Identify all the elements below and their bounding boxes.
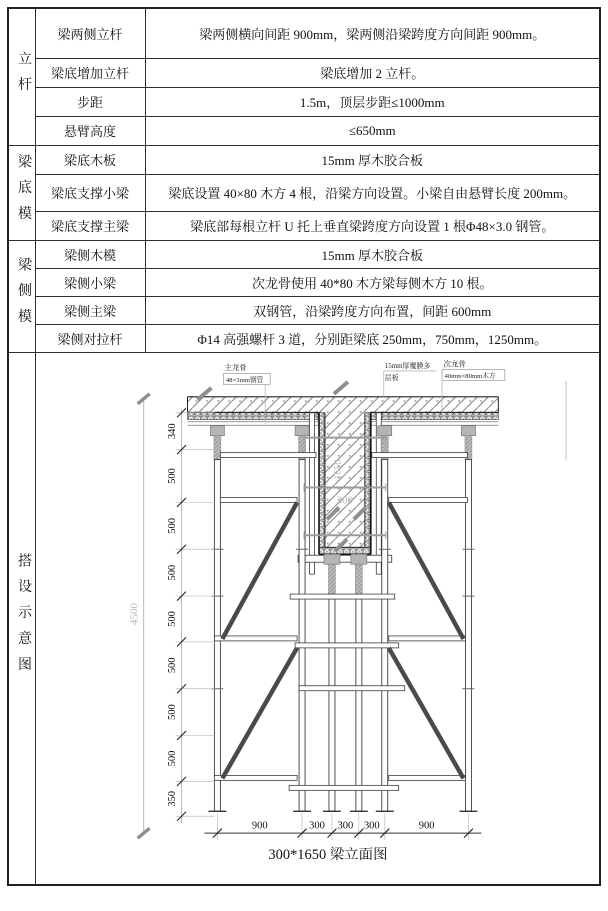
group-cell-beam-side-form [8,240,35,352]
coupler-ticks [211,549,474,688]
row-label: 梁侧对拉杆 [35,324,145,352]
dim-900: 900 [251,820,268,832]
dim-500: 500 [166,610,178,627]
group-cell-beam-bottom-form [8,145,35,240]
row-label: 梁底支撑小梁 [35,174,145,211]
dim-300: 300 [308,820,325,832]
row-label: 步距 [35,87,145,116]
secondary-keel-title: 次龙骨 [443,358,466,368]
row-label: 梁底木板 [35,145,145,174]
beam-bottom-support [298,554,392,599]
table-row [8,116,600,145]
row-label: 梁底支撑主梁 [35,211,145,240]
table-row [8,87,600,116]
group-label: 梁底模 [16,153,31,232]
row-label: 悬臂高度 [35,116,145,145]
pole-center-left [328,599,334,811]
table-row-diagram [8,352,600,885]
beam-width-dim: 300 [336,493,353,506]
group-cell-erection-diagram [8,352,35,885]
dim-500: 500 [166,703,178,720]
row-label: 梁底增加立杆 [35,58,145,87]
group-label: 立杆 [16,50,31,103]
main-keel-title: 主龙骨 [223,362,247,372]
left-dimension-chain [128,408,214,820]
dim-500: 500 [166,750,178,766]
dim-500: 500 [166,517,178,534]
erection-diagram-cell [35,352,600,885]
row-value: 15mm 厚木胶合板 [145,145,600,174]
table-row [8,174,600,211]
dim-500: 500 [166,467,178,484]
row-value: 1.5m，顶层步距≤1000mm [145,87,600,116]
table-row [8,324,600,352]
group-label: 梁侧模 [16,257,31,335]
row-label: 梁两侧立杆 [35,8,145,58]
dim-total-height: 4500 [128,602,141,625]
table-row [8,211,600,240]
plywood-line1: 15mm厚覆膜多 [384,361,430,370]
row-value: 梁底部每根立杆 U 托上垂直梁跨度方向设置 1 根Φ48×3.0 钢管。 [145,211,600,240]
diagram-caption: 300*1650 梁立面图 [267,846,388,863]
plywood-line2: 层板 [384,373,399,382]
group-label: 搭设示意图 [16,553,31,683]
table-row [8,268,600,296]
pole-outer-left [210,425,224,811]
row-value: 梁底增加 2 立杆。 [145,58,600,87]
table-row [8,58,600,87]
beam-elevation-diagram [38,353,601,880]
dim-500: 500 [166,656,178,673]
pole-outer-right [461,425,475,811]
row-label: 梁侧主梁 [35,296,145,324]
pole-inner-left [295,425,309,811]
row-value: Φ14 高强螺杆 3 道，分别距梁底 250mm，750mm，1250mm。 [145,324,600,352]
callout-plywood [383,360,436,396]
row-value: 双钢管，沿梁跨度方向布置，间距 600mm [145,296,600,324]
row-label: 梁侧小梁 [35,268,145,296]
dim-340: 340 [166,422,178,439]
main-keel-spec: 48×3mm钢管 [225,376,263,384]
row-value: 次龙骨使用 40*80 木方梁每侧木方 10 根。 [145,268,600,296]
dim-500: 500 [166,564,178,581]
secondary-keel-spec: 40mm×80mm木方 [444,372,496,380]
dim-350: 350 [166,790,178,807]
bottom-dimension-chain [204,813,481,840]
dim-900: 900 [418,820,434,832]
group-cell-vertical-poles [8,8,35,145]
row-value: 梁底设置 40×80 木方 4 根，沿梁方向设置。小梁自由悬臂长度 200mm。 [145,174,600,211]
dim-300: 300 [363,820,380,832]
table-row [8,8,600,58]
row-value: 梁两侧横向间距 900mm，梁两侧沿梁跨度方向间距 900mm。 [145,8,600,58]
row-value: 15mm 厚木胶合板 [145,240,600,268]
dim-300: 300 [337,820,353,832]
beam-height-dim: 1650 [332,459,344,480]
table-row [8,296,600,324]
row-value: ≤650mm [145,116,600,145]
table-row [8,145,600,174]
table-row [8,240,600,268]
pole-center-right [355,599,361,811]
row-label: 梁侧木模 [35,240,145,268]
spec-table [7,7,601,886]
